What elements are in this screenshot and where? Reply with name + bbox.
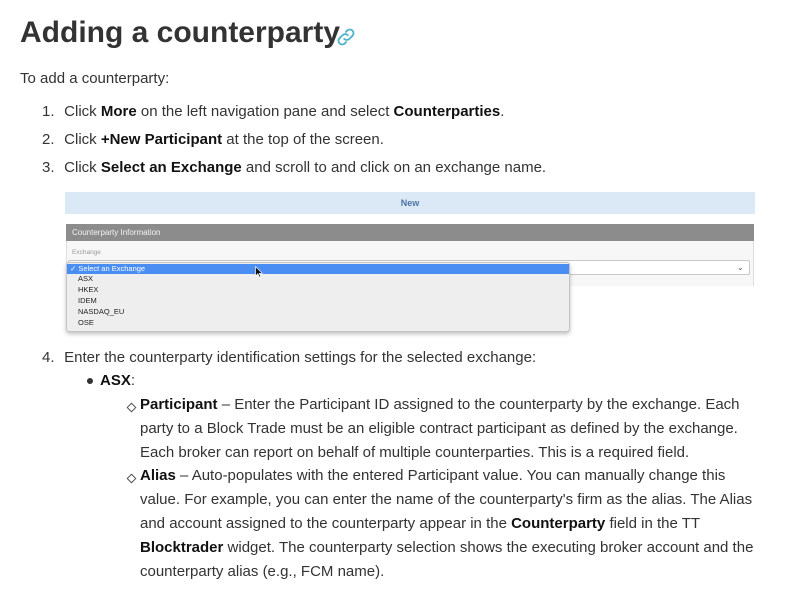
alias-text: widget. The counterparty selection shows the executing broker account and the counterparty alias (e.g., FCM name). — [140, 539, 754, 580]
screenshot-dropdown-option: HKEX — [78, 285, 99, 294]
step-2 — [42, 131, 384, 148]
asx-item — [100, 372, 135, 389]
screenshot-dropdown-option: ASX — [78, 274, 94, 283]
asx-suffix: : — [130, 372, 136, 389]
step-text: Enter the counterparty identification settings for the selected exchange: — [64, 349, 537, 366]
step-1 — [42, 103, 504, 120]
alias-term: Alias — [140, 467, 176, 484]
screenshot-dropdown-option: IDEM — [78, 296, 97, 305]
step-number: 1. — [42, 103, 55, 120]
screenshot-exchange-label: Exchange — [72, 249, 101, 256]
screenshot-panel-title: Counterparty Information — [66, 224, 754, 241]
bullet-diamond-icon — [127, 474, 137, 484]
step-text: Click — [64, 131, 101, 148]
step-text: and scroll to and click on an exchange name. — [241, 159, 547, 176]
alias-description — [140, 464, 766, 584]
ui-term-select-exchange: Select an Exchange — [100, 159, 242, 176]
intro-text: To add a counterparty: — [20, 70, 170, 87]
asx-label: ASX — [100, 372, 131, 389]
bullet-disc-icon — [87, 378, 93, 384]
ui-term-more: More — [100, 103, 137, 120]
ui-term-counterparties: Counterparties — [393, 103, 501, 120]
bullet-diamond-icon — [127, 403, 137, 413]
alias-text: – Auto-populates with the entered Participant value. You can manually change this value. For example, you can enter the name of the counterparty's firm as the alias. The Alias and account assigned to the counterparty appear in the — [140, 467, 753, 532]
step-4 — [42, 349, 536, 366]
ui-term-new-participant: +New Participant — [100, 131, 223, 148]
screenshot-dropdown-selected: ✓ Select an Exchange — [67, 264, 569, 274]
step-text: at the top of the screen. — [222, 131, 384, 148]
ui-term-counterparty: Counterparty — [511, 515, 606, 532]
step-text: . — [500, 103, 505, 120]
step-number: 4. — [42, 349, 55, 366]
step-number: 3. — [42, 159, 55, 176]
step-3 — [42, 159, 546, 176]
screenshot-new-header: New — [65, 192, 755, 214]
participant-description — [140, 393, 766, 465]
screenshot-dropdown-option: OSE — [78, 318, 94, 327]
ui-term-blocktrader: Blocktrader — [140, 539, 224, 556]
participant-text: – Enter the Participant ID assigned to the counterparty by the exchange. Each party to a Block Trade must be an eligible contract participant as defined by the exchange. Each broker can report on behalf of multiple counterparties. This is a required field. — [140, 396, 740, 461]
link-icon[interactable] — [335, 26, 357, 48]
chevron-down-icon: ⌄ — [737, 263, 744, 272]
exchange-dropdown-screenshot — [64, 190, 756, 334]
mouse-cursor-icon — [255, 266, 263, 278]
page-title: Adding a counterparty — [20, 16, 341, 49]
step-text: on the left navigation pane and select — [136, 103, 394, 120]
alias-text: field in the TT — [605, 515, 700, 532]
step-text: Click — [64, 159, 101, 176]
step-number: 2. — [42, 131, 55, 148]
participant-term: Participant — [140, 396, 218, 413]
screenshot-dropdown-option: NASDAQ_EU — [78, 307, 125, 316]
step-text: Click — [64, 103, 101, 120]
